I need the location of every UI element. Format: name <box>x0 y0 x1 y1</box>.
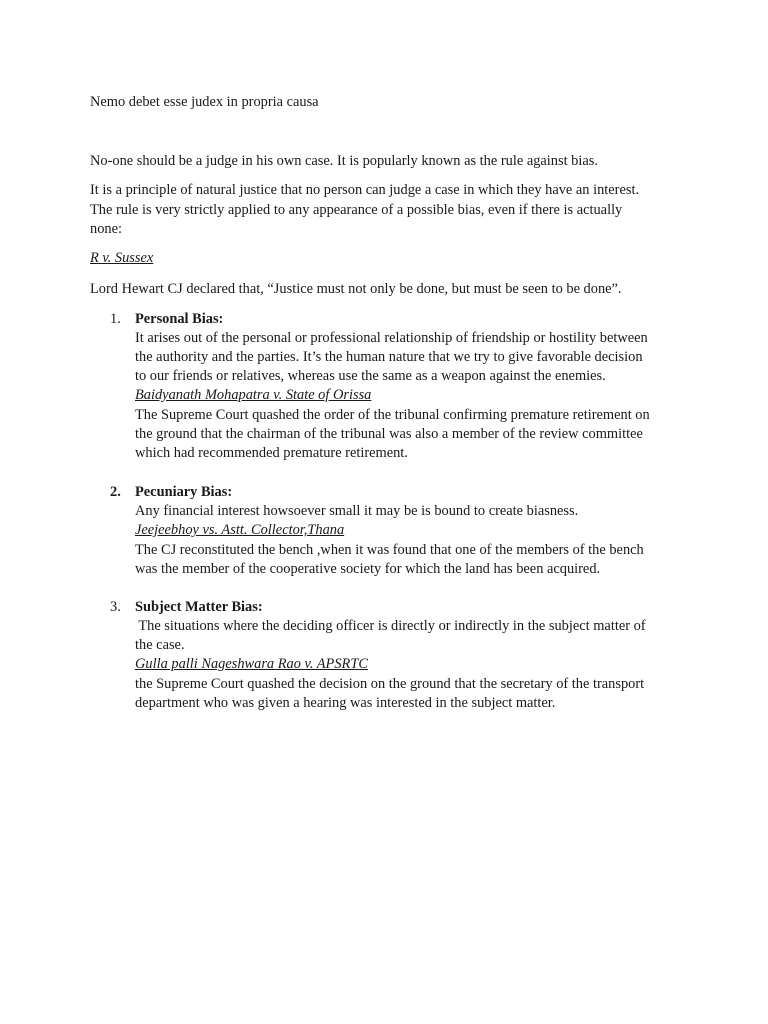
item-text-line: department who was given a hearing was interested in the subject matter. <box>135 695 556 711</box>
intro-paragraph-line: It is a principle of natural justice that no person can judge a case in which they have an interest. <box>90 182 640 198</box>
item-text-line: the Supreme Court quashed the decision on the ground that the secretary of the transport <box>135 676 645 692</box>
intro-paragraph-line: none: <box>90 221 122 237</box>
case-citation: Baidyanath Mohapatra v. State of Orissa <box>135 387 372 403</box>
item-heading: Personal Bias: <box>135 311 224 327</box>
item-text-line: Any financial interest howsoever small it may be is bound to create biasness. <box>135 503 579 519</box>
intro-line: No-one should be a judge in his own case. It is popularly known as the rule against bias. <box>90 153 598 169</box>
item-text-line: The CJ reconstituted the bench ,when it was found that one of the members of the bench <box>135 542 644 558</box>
item-text-line: The situations where the deciding officer is directly or indirectly in the subject matter of <box>135 618 646 634</box>
item-heading: Subject Matter Bias: <box>135 599 263 615</box>
item-text-line: the authority and the parties. It’s the human nature that we try to give favorable decision <box>135 349 643 365</box>
item-text-line: The Supreme Court quashed the order of the tribunal confirming premature retirement on <box>135 407 650 423</box>
list-number: 1. <box>110 311 121 327</box>
document-title: Nemo debet esse judex in propria causa <box>90 94 319 110</box>
item-text-line: to our friends or relatives, whereas use the same as a weapon against the enemies. <box>135 368 606 384</box>
quote-line: Lord Hewart CJ declared that, “Justice must not only be done, but must be seen to be done”. <box>90 281 622 297</box>
list-number: 2. <box>110 484 121 500</box>
intro-paragraph-line: The rule is very strictly applied to any appearance of a possible bias, even if there is actually <box>90 202 623 218</box>
item-text-line: the ground that the chairman of the tribunal was also a member of the review committee <box>135 426 643 442</box>
item-text-line: was the member of the cooperative society for which the land has been acquired. <box>135 561 601 577</box>
list-number: 3. <box>110 599 121 615</box>
item-text-line: the case. <box>135 637 185 653</box>
case-citation: Jeejeebhoy vs. Astt. Collector,Thana <box>135 522 345 538</box>
case-citation: R v. Sussex <box>90 250 154 266</box>
case-citation: Gulla palli Nageshwara Rao v. APSRTC <box>135 656 368 672</box>
item-text-line: which had recommended premature retirement. <box>135 445 408 461</box>
item-text-line: It arises out of the personal or professional relationship of friendship or hostility between <box>135 330 648 346</box>
item-heading: Pecuniary Bias: <box>135 484 233 500</box>
